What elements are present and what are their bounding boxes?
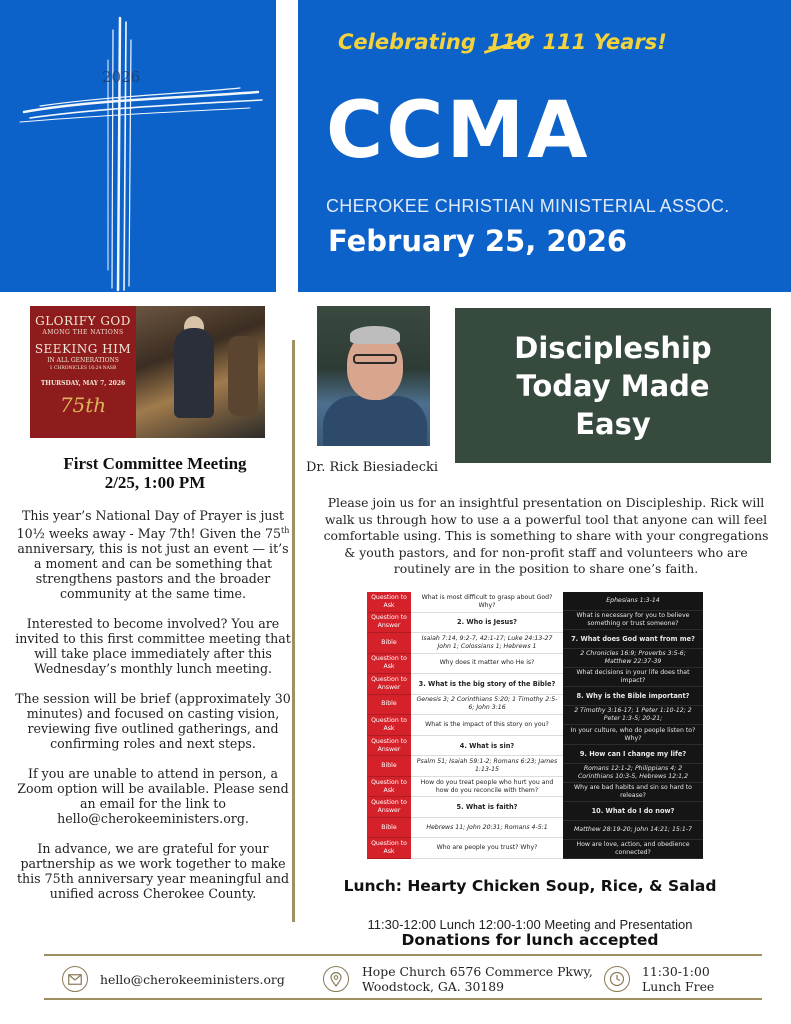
tool-mid-cell [411, 592, 563, 613]
tool-labels-cell [367, 818, 411, 839]
footer-location [362, 964, 593, 994]
tool-mid-cell [411, 715, 563, 736]
footer-location-line-2: Woodstock, GA. 30189 [362, 979, 505, 994]
tool-mid-cell-text: What is the impact of this story on you? [425, 720, 549, 728]
prayer-graphic-text-panel [30, 306, 136, 438]
speaker-photo [317, 306, 430, 446]
header-cross-panel [0, 0, 276, 292]
tool-mid-cell [411, 736, 563, 757]
tool-mid-cell-text: Hebrews 11; John 20:31; Romans 4-5:1 [426, 823, 548, 831]
tool-dark-cell [563, 764, 703, 783]
tool-dark-cell-text: In your culture, who do people listen to? Why? [570, 726, 696, 742]
tool-labels-cell [367, 613, 411, 634]
tool-mid-cell-text: 2. Who is Jesus? [457, 618, 517, 627]
meeting-body [14, 508, 292, 916]
footer-bottom-rule [44, 998, 762, 1000]
discipleship-tool-image [367, 592, 703, 859]
tool-dark-cell-text: Why are bad habits and sin so hard to release? [574, 783, 692, 799]
tool-labels-cell [367, 838, 411, 859]
lunch-menu: Lunch: Hearty Chicken Soup, Rice, & Salad [343, 877, 717, 895]
footer-top-rule [44, 954, 762, 956]
painting-horse [228, 336, 258, 416]
footer-email[interactable]: hello@cherokeeministers.org [100, 972, 285, 987]
tool-light-column [411, 592, 563, 859]
celebrating-old-years: 110 [487, 30, 532, 54]
footer-location-line-1: Hope Church 6576 Commerce Pkwy, [362, 964, 593, 979]
tool-dark-cell-text: 2 Chronicles 16:9; Proverbs 3:5-6; Matthew 22:37-39 [580, 650, 686, 666]
tool-mid-cell [411, 654, 563, 675]
tool-mid-cell-text: What is most difficult to grasp about God? Why? [421, 593, 553, 609]
tool-labels-cell-text: Bible [381, 638, 397, 646]
lunch-donations: Donations for lunch accepted [401, 931, 659, 949]
tool-label-column [367, 592, 411, 859]
photo-glasses [353, 354, 397, 364]
tool-mid-cell [411, 613, 563, 634]
tool-labels-cell [367, 592, 411, 613]
prayer-line-3: SEEKING HIM [34, 342, 132, 356]
tool-labels-cell-text: Question to Answer [371, 737, 407, 753]
tool-mid-cell [411, 797, 563, 818]
tool-mid-cell-text: Isaiah 7:14, 9:2-7, 42:1-17; Luke 24:13-27 John 1; Colossians 1; Hebrews 1 [421, 634, 553, 650]
tool-labels-cell-text: Question to Answer [371, 675, 407, 691]
tool-dark-cell-text: How are love, action, and obedience connected? [576, 840, 690, 856]
org-logo-text: CCMA [326, 86, 591, 176]
p1-before: This year’s National Day of Prayer is just 10½ weeks away - May 7th! Given the 75 [16, 508, 284, 542]
tool-dark-cell-text: Romans 12:1-2; Philippians 4; 2 Corinthians 10:3-5, Hebrews 12:1,2 [577, 764, 689, 780]
tool-mid-cell-text: Who are people you trust? Why? [436, 844, 538, 852]
tool-labels-cell [367, 797, 411, 818]
national-day-of-prayer-graphic [30, 306, 265, 438]
tool-labels-cell [367, 633, 411, 654]
tool-dark-cell-text: What decisions in your life does that impact? [576, 669, 690, 685]
org-full-name: CHEROKEE CHRISTIAN MINISTERIAL ASSOC. [326, 196, 730, 216]
tool-labels-cell [367, 715, 411, 736]
tool-dark-column [563, 592, 703, 859]
footer-time [642, 964, 714, 994]
photo-body [323, 396, 427, 446]
tool-dark-cell-text: Matthew 28:19-20; John 14:21; 15:1-7 [573, 825, 693, 833]
photo-hair [350, 326, 400, 344]
tool-dark-cell-text: Ephesians 1:3-14 [606, 597, 660, 605]
tool-mid-cell-text: 5. What is faith? [456, 803, 518, 812]
event-date: February 25, 2026 [328, 224, 628, 258]
prayer-line-7: 75th [59, 393, 107, 417]
tool-dark-cell-text: 9. How can I change my life? [579, 749, 687, 758]
tool-labels-cell-text: Question to Ask [371, 840, 407, 856]
tool-mid-cell [411, 818, 563, 839]
header-gap [276, 0, 298, 292]
meeting-paragraph-5: In advance, we are grateful for your partnership as we work together to make this 75th anniversary year meaningful and unified across Cherokee County. [16, 841, 290, 902]
header-title-panel [298, 0, 791, 292]
celebrating-prefix: Celebrating [338, 30, 476, 54]
tool-mid-cell-text: 3. What is the big story of the Bible? [418, 679, 556, 688]
meeting-title: First Committee Meeting [63, 454, 247, 473]
tool-dark-cell [563, 745, 703, 764]
tool-mid-cell [411, 777, 563, 798]
talk-title: Discipleship Today Made Easy [514, 330, 712, 441]
tool-dark-cell [563, 840, 703, 859]
tool-labels-cell [367, 736, 411, 757]
map-pin-icon [323, 966, 349, 992]
p1-after: anniversary, this is not just an event — it’s a moment and can be something that strengthens pastors and the broader community at the same time. [17, 541, 289, 602]
celebrating-new-years: 111 Years! [542, 30, 667, 54]
tool-labels-cell-text: Question to Ask [371, 593, 407, 609]
tool-mid-cell [411, 756, 563, 777]
tool-labels-cell-text: Bible [381, 823, 397, 831]
column-divider [292, 340, 295, 922]
tool-dark-cell-text: 2 Timothy 3:16-17; 1 Peter 1:10-12; 2 Peter 1:3-5; 20-21; [574, 707, 692, 723]
tool-labels-cell-text: Question to Answer [371, 614, 407, 630]
meeting-paragraph-1 [14, 508, 292, 601]
tool-dark-cell [563, 611, 703, 630]
footer-time-line-1: 11:30-1:00 [642, 964, 710, 979]
prayer-line-4: IN ALL GENERATIONS [47, 357, 119, 364]
tool-labels-cell [367, 654, 411, 675]
tool-dark-cell [563, 821, 703, 840]
tool-mid-cell [411, 695, 563, 716]
prayer-line-6: THURSDAY, MAY 7, 2026 [40, 380, 126, 387]
footer-time-line-2: Lunch Free [642, 979, 715, 994]
tool-dark-cell [563, 726, 703, 745]
envelope-icon [62, 966, 88, 992]
tool-labels-cell-text: Question to Answer [371, 799, 407, 815]
tool-mid-cell-text: Psalm 51; Isaiah 59:1-2; Romans 6:23; James 1:13-15 [416, 758, 558, 774]
cross-year-text: 2026 [102, 68, 141, 86]
tool-dark-cell [563, 630, 703, 649]
lunch-schedule: 11:30-12:00 Lunch 12:00-1:00 Meeting and Presentation [367, 917, 693, 932]
tool-labels-cell [367, 756, 411, 777]
tool-mid-cell [411, 838, 563, 859]
tool-mid-cell-text: Why does it matter who He is? [439, 659, 535, 667]
tool-labels-cell [367, 695, 411, 716]
tool-labels-cell [367, 674, 411, 695]
tool-labels-cell-text: Bible [381, 700, 397, 708]
prayer-painting [136, 306, 265, 438]
tool-mid-cell-text: How do you treat people who hurt you and how do you reconcile with them? [420, 778, 554, 794]
meeting-paragraph-3: The session will be brief (approximately 30 minutes) and focused on casting vision, reviewing five outlined gatherings, and confirming roles and next steps. [15, 691, 291, 752]
tool-mid-cell-text: Genesis 3; 2 Corinthians 5:20; 1 Timothy 2:5-6; John 3:16 [416, 696, 558, 712]
tool-dark-cell [563, 783, 703, 802]
tool-dark-cell-text: 7. What does God want from me? [571, 635, 695, 644]
clock-icon [604, 966, 630, 992]
tool-labels-cell-text: Bible [381, 762, 397, 770]
meeting-paragraph-2: Interested to become involved? You are invited to this first committee meeting that will take place immediately after this Wednesday’s monthly lunch meeting. [15, 616, 291, 677]
tool-dark-cell-text: 8. Why is the Bible important? [576, 692, 690, 701]
tool-dark-cell-text: What is necessary for you to believe something or trust someone? [576, 612, 690, 628]
tool-labels-cell-text: Question to Ask [371, 778, 407, 794]
prayer-line-2: AMONG THE NATIONS [42, 329, 124, 336]
tool-dark-cell [563, 687, 703, 706]
celebrating-banner [338, 30, 667, 54]
talk-title-box [455, 308, 771, 463]
prayer-line-1: GLORIFY GOD [35, 314, 131, 328]
painting-figure [174, 328, 214, 418]
meeting-heading [20, 454, 290, 492]
tool-mid-cell [411, 674, 563, 695]
meeting-when: 2/25, 1:00 PM [104, 473, 206, 492]
tool-dark-cell [563, 649, 703, 668]
tool-dark-cell-text: 10. What do I do now? [591, 806, 675, 815]
speaker-name: Dr. Rick Biesiadecki [306, 460, 439, 475]
tool-mid-cell-text: 4. What is sin? [459, 741, 515, 750]
p1-sup: th [281, 526, 290, 535]
cross-icon [0, 0, 276, 292]
tool-labels-cell-text: Question to Ask [371, 716, 407, 732]
tool-labels-cell-text: Question to Ask [371, 655, 407, 671]
prayer-line-5: 1 CHRONICLES 16:24 NASB [49, 366, 117, 371]
tool-dark-cell [563, 706, 703, 725]
tool-labels-cell [367, 777, 411, 798]
tool-dark-cell [563, 802, 703, 821]
meeting-paragraph-4: If you are unable to attend in person, a Zoom option will be available. Please send an email for the link to hello@cherokeeministers.org. [17, 766, 289, 827]
talk-description: Please join us for an insightful presentation on Discipleship. Rick will walk us through how to use a a powerful tool that anyone can will feel comfortable using. This is something to share with your congregations & youth pastors, and for non-profit staff and volunteers who are routinely are in the position to share one’s faith. [323, 495, 769, 576]
tool-dark-cell [563, 668, 703, 687]
tool-mid-cell [411, 633, 563, 654]
tool-dark-cell [563, 592, 703, 611]
